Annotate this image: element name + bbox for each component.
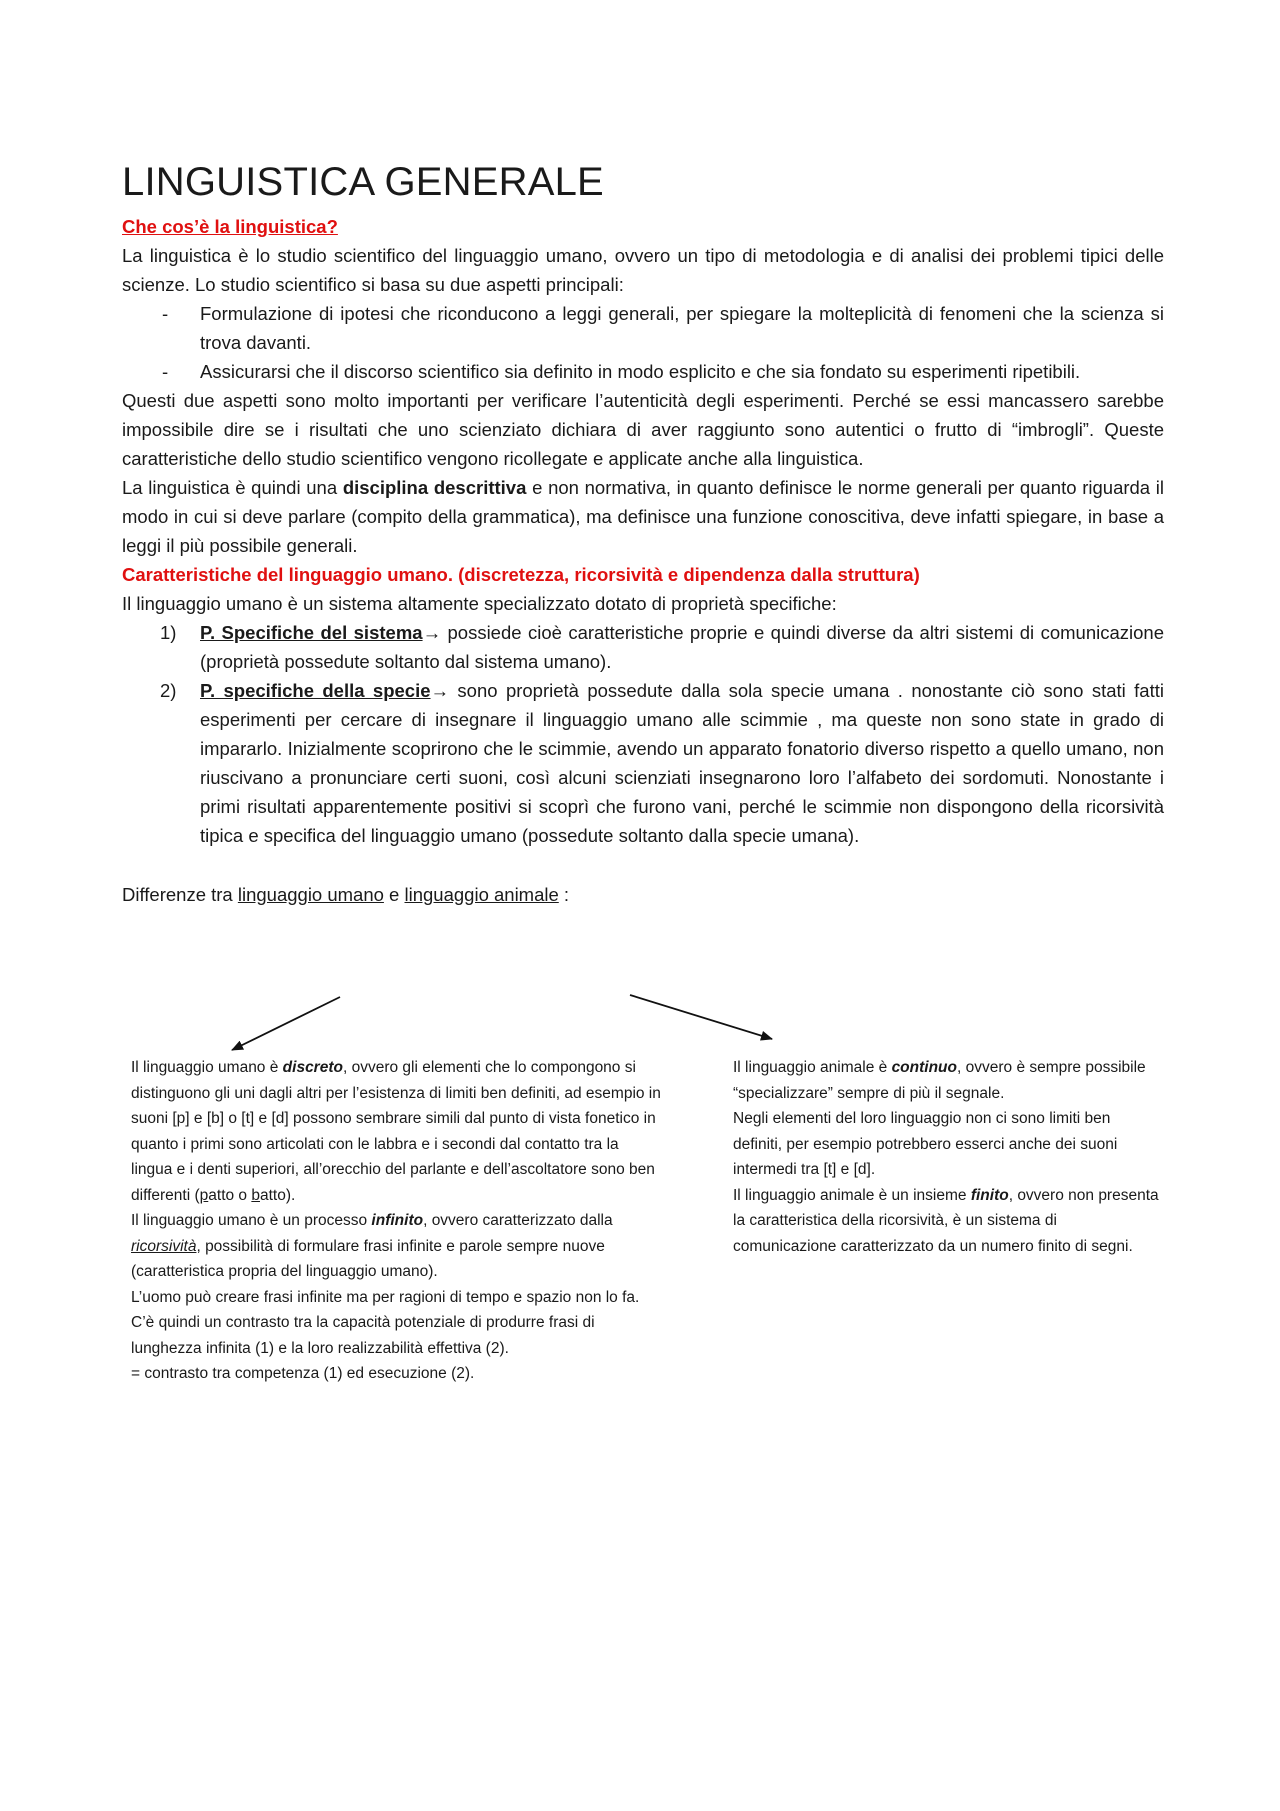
text-run: , ovvero gli elementi che lo compongono si distinguono gli uni dagli altri per l’esistenza di limiti ben definiti, ad esempio in suoni [p] e [b] o [t] e [d] possono sembrare simili dal punto di vista fonetico in quanto i primi sono articolati con le labbra e i secondi dal contatto tra la lingua e i denti superiori, all’orecchio del parlante e dell’ascoltatore sono ben differenti ( xyxy=(131,1059,661,1204)
aspects-list xyxy=(122,299,1164,386)
animal-continuous-paragraph xyxy=(733,1055,1163,1106)
term-continuo: continuo xyxy=(891,1059,957,1076)
property-label: P. Specifiche del sistema xyxy=(200,622,423,643)
text-run: atto). xyxy=(259,1186,296,1204)
arrow-left-icon xyxy=(232,997,340,1050)
human-competence-paragraph: L’uomo può creare frasi infinite ma per ragioni di tempo e spazio non lo fa. C’è quindi un contrasto tra la capacità potenziale di produrre frasi di lunghezza infinita (1) e la loro realizzabilità effettiva (2). xyxy=(131,1288,640,1357)
text-run: , ovvero caratterizzato dalla xyxy=(423,1212,613,1229)
human-contrast-line: = contrasto tra competenza (1) ed esecuzione (2). xyxy=(131,1365,475,1382)
animal-limits-paragraph: Negli elementi del loro linguaggio non ci sono limiti ben definiti, per esempio potrebbero esserci anche dei suoni intermedi tra [t] e [d]. xyxy=(733,1110,1118,1178)
bullet-text: Assicurarsi che il discorso scientifico sia definito in modo esplicito e che sia fondato su esperimenti ripetibili. xyxy=(200,361,1081,382)
text-run: Il linguaggio umano è un processo xyxy=(131,1212,372,1229)
term-human-language: linguaggio umano xyxy=(237,884,384,905)
term-animal-language: linguaggio animale xyxy=(404,884,559,905)
text-run: Differenze tra xyxy=(122,884,238,905)
term-finito: finito xyxy=(970,1186,1009,1204)
bullet-text: Formulazione di ipotesi che riconducono a leggi generali, per spiegare la molteplicità di fenomeni che la scienza si trova davanti. xyxy=(200,303,1164,353)
text-run: , possibilità di formulare frasi infinite e parole sempre nuove (caratteristica propria del linguaggio umano). xyxy=(131,1237,605,1280)
property-text: possiede cioè caratteristiche proprie e quindi diverse da altri sistemi di comunicazione (proprietà possedute soltanto dal sistema umano). xyxy=(200,622,1164,672)
text-run: e non normativa, in quanto definisce le norme generali per quanto riguarda il modo in cui si deve parlare (compito della grammatica), ma definisce una funzione conoscitiva, deve infatti spiegare, in base a leggi il più possibile generali. xyxy=(122,477,1165,556)
characteristics-intro: Il linguaggio umano è un sistema altamente specializzato dotato di proprietà specifiche: xyxy=(122,593,837,614)
human-infinite-paragraph xyxy=(131,1208,661,1285)
text-run: La linguistica è quindi una xyxy=(122,477,343,498)
text-run: Il linguaggio umano è xyxy=(131,1059,283,1076)
text-run: , ovvero non presenta la caratteristica della ricorsività, è un sistema di comunicazione caratterizzato da un numero finito di segni. xyxy=(733,1186,1159,1255)
bullet-marker: - xyxy=(162,303,169,324)
number-marker: 2) xyxy=(160,680,177,701)
term-ricorsivita: ricorsività xyxy=(131,1237,197,1255)
property-label: P. specifiche della specie xyxy=(200,680,431,701)
list-item xyxy=(122,299,1164,357)
properties-list xyxy=(122,618,1164,850)
paragraph-descriptive xyxy=(122,473,1164,560)
arrow-right-icon xyxy=(630,995,772,1039)
human-language-column xyxy=(131,1055,661,1387)
arrow-icon: → xyxy=(430,680,450,701)
list-item xyxy=(122,618,1164,676)
text-run: Il linguaggio animale è xyxy=(733,1059,892,1076)
term-infinito: infinito xyxy=(371,1212,424,1229)
text-run: e xyxy=(383,884,405,905)
underlined-letter: b xyxy=(251,1186,260,1204)
property-text: sono proprietà possedute dalla sola specie umana . nonostante ciò sono stati fatti esperimenti per cercare di insegnare il linguaggio umano alle scimmie , ma queste non sono state in grado di impararlo. Inizialmente scoprirono che le scimmie, avendo un apparato fonatorio diverso rispetto a quello umano, non riuscivano a pronunciare certi suoni, così alcuni scienziati insegnarono loro l’alfabeto dei sordomuti. Nonostante i primi risultati apparentemente positivi si scoprì che furono vani, perché le scimmie non dispongono della ricorsività tipica e specifica del linguaggio umano (possedute soltanto dalla specie umana). xyxy=(200,680,1164,846)
bullet-marker: - xyxy=(162,361,169,382)
term-discreto: discreto xyxy=(282,1059,343,1076)
text-run: Il linguaggio animale è un insieme xyxy=(733,1186,971,1204)
underlined-letter: p xyxy=(199,1186,209,1204)
text-run: : xyxy=(558,884,570,905)
text-run: atto o xyxy=(208,1186,252,1204)
list-item xyxy=(122,357,1164,386)
text-run: , ovvero è sempre possibile “specializzare” sempre di più il segnale. xyxy=(733,1059,1146,1102)
arrow-icon: → xyxy=(422,622,442,643)
section-heading-what-is-linguistics: Che cos’è la linguistica? xyxy=(122,216,338,237)
document-page xyxy=(122,158,1164,909)
number-marker: 1) xyxy=(160,622,177,643)
paragraph-authenticity: Questi due aspetti sono molto importanti per verificare l’autenticità degli esperimenti. Perché se essi mancassero sarebbe impossibile dire se i risultati che uno scienziato dichiara di aver raggiunto sono autentici o frutto di “imbrogli”. Queste caratteristiche dello studio scientifico vengono ricollegate e applicate anche alla linguistica. xyxy=(122,390,1164,469)
page-title: LINGUISTICA GENERALE xyxy=(122,160,604,204)
list-item xyxy=(122,676,1164,850)
human-discrete-paragraph xyxy=(131,1055,661,1208)
bold-term-descriptive: disciplina descrittiva xyxy=(342,477,527,498)
differences-line xyxy=(122,880,1164,909)
intro-paragraph: La linguistica è lo studio scientifico del linguaggio umano, ovvero un tipo di metodologia e di analisi dei problemi tipici delle scienze. Lo studio scientifico si basa su due aspetti principali: xyxy=(122,245,1164,295)
section-heading-characteristics: Caratteristiche del linguaggio umano. (discretezza, ricorsività e dipendenza dalla struttura) xyxy=(122,564,920,585)
animal-finite-paragraph xyxy=(733,1183,1163,1260)
animal-language-column xyxy=(733,1055,1163,1259)
